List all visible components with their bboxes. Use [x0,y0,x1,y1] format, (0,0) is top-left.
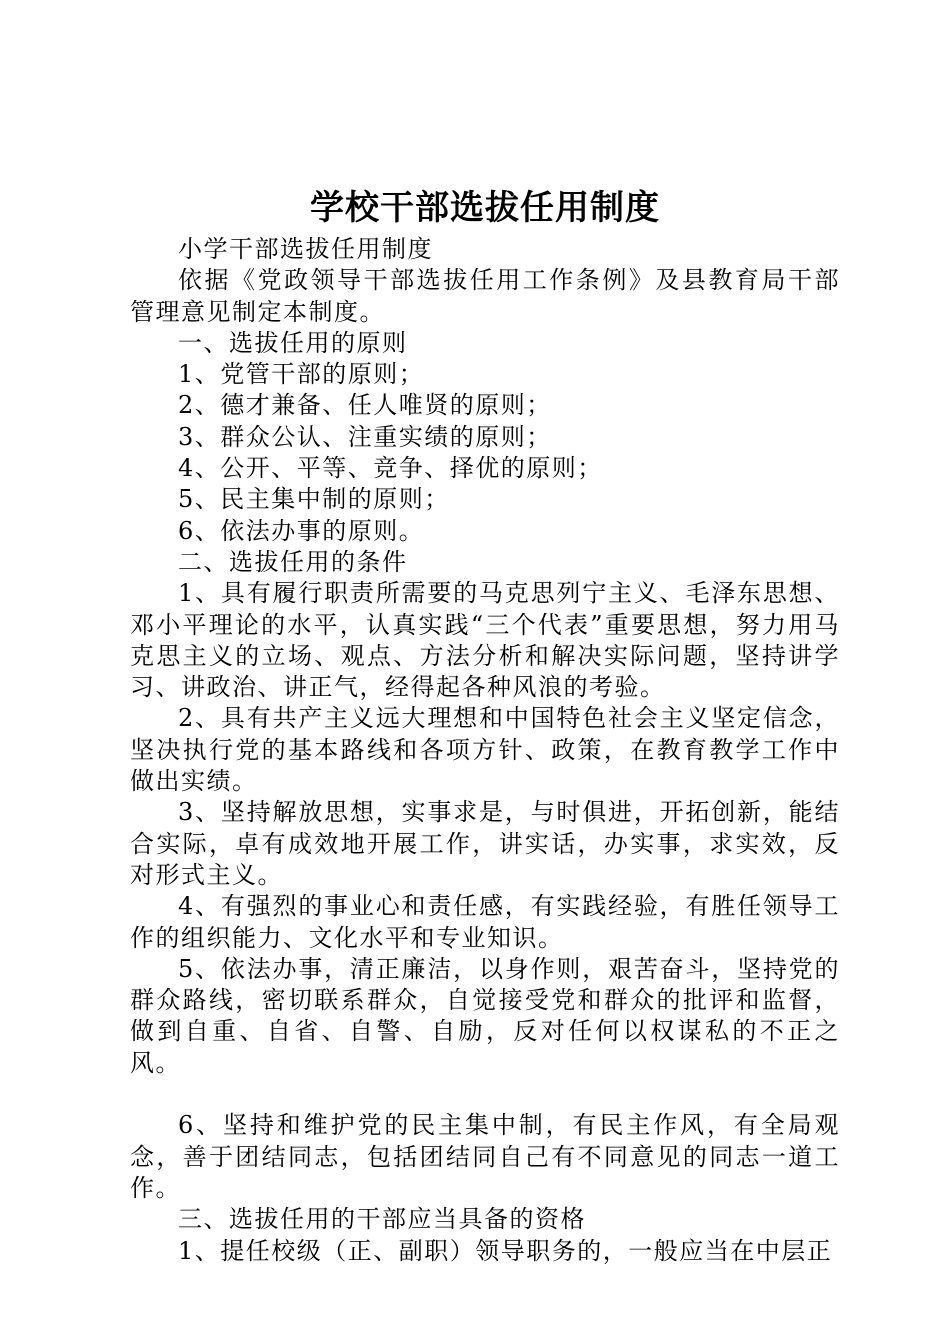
document-title: 学校干部选拔任用制度 [310,188,660,228]
list-item: 4、公开、平等、竞争、择优的原则； [178,454,603,483]
paragraph: 1、具有履行职责所需要的马克思列宁主义、毛泽东思想、邓小平理论的水平，认真实践“三个代表”重要思想，努力用马克思主义的立场、观点、方法分析和解决实际问题，坚持讲学习、讲政治、讲正气，经得起各种风浪的考验。 [130,579,840,702]
blank-line [130,1079,840,1110]
paragraph: 3、坚持解放思想，实事求是，与时俱进，开拓创新，能结合实际，卓有成效地开展工作，讲实话，办实事，求实效，反对形式主义。 [130,798,840,889]
paragraph: 4、有强烈的事业心和责任感，有实践经验，有胜任领导工作的组织能力、文化水平和专业知识。 [130,892,840,952]
document-body [130,234,840,1267]
list-item: 2、德才兼备、任人唯贤的原则； [178,391,552,420]
paragraph: 1、提任校级（正、副职）领导职务的，一般应当在中层正 [178,1236,833,1265]
section-heading: 三、选拔任用的干部应当具备的资格 [178,1205,586,1234]
paragraph: 5、依法办事，清正廉洁，以身作则，艰苦奋斗，坚持党的群众路线，密切联系群众，自觉接受党和群众的批评和监督，做到自重、自省、自警、自励，反对任何以权谋私的不正之风。 [130,954,840,1077]
paragraph: 小学干部选拔任用制度 [178,235,433,263]
list-item: 3、群众公认、注重实绩的原则； [178,422,552,451]
section-heading: 二、选拔任用的条件 [178,547,408,576]
list-item: 6、依法办事的原则。 [178,516,425,545]
document-page [130,186,840,1267]
section-heading: 一、选拔任用的原则 [178,328,408,357]
paragraph: 6、坚持和维护党的民主集中制，有民主作风，有全局观念，善于团结同志，包括团结同自己有不同意见的同志一道工作。 [130,1111,840,1202]
list-item: 5、民主集中制的原则； [178,485,450,514]
paragraph: 2、具有共产主义远大理想和中国特色社会主义坚定信念，坚决执行党的基本路线和各项方针、政策，在教育教学工作中做出实绩。 [130,704,840,796]
list-item: 1、党管干部的原则； [178,360,425,389]
paragraph: 依据《党政领导干部选拔任用工作条例》及县教育局干部管理意见制定本制度。 [130,266,840,326]
